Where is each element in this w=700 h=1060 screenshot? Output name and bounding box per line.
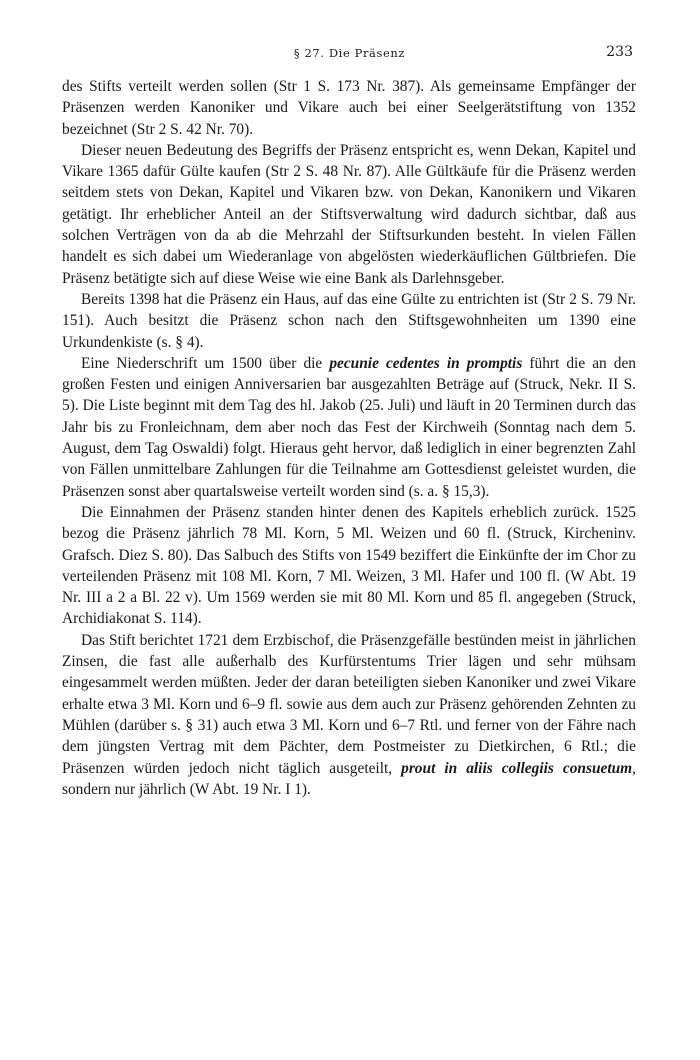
- body-paragraph: [62, 630, 636, 800]
- body-paragraph: [62, 502, 636, 630]
- paragraph-text: Eine Niederschrift um 1500 über die: [81, 354, 330, 372]
- paragraph-text: Bereits 1398 hat die Präsenz ein Haus, auf das eine Gülte zu entrichten ist (Str 2 S. 79 Nr. 151). Auch besitzt die Präsenz schon nach den Stiftsgewohnheiten um 1390 eine Urkundenkiste (s. § 4).: [62, 290, 636, 351]
- body-paragraph: [62, 289, 636, 353]
- running-head: § 27. Die Präsenz: [293, 46, 406, 60]
- paragraph-text: führt die an den großen Festen und einigen Anniversarien bar ausgezahlten Beträge auf (Struck, Nekr. II S. 5). Die Liste beginnt mit dem Tag des hl. Jakob (25. Juli) und läuft in 20 Terminen durch das Jahr bis zu Fronleichnam, dem aber noch das Fest der Kirchweih (Sonntag nach dem 5. August, dem Tag Oswaldi) folgt. Hieraus geht hervor, daß lediglich in einer begrenzten Zahl von Fällen unmittelbare Zahlungen für die Teilnahme am Gottesdienst geleistet wurden, die Präsenzen sonst aber quartalsweise verteilt worden sind (s. a. § 15,3).: [62, 354, 636, 500]
- text-body: [62, 76, 636, 800]
- paragraph-text: des Stifts verteilt werden sollen (Str 1 S. 173 Nr. 387). Als gemeinsame Empfänger der Präsenzen werden Kanoniker und Vikare auch bei einer Seelgerätstiftung von 1352 bezeichnet (Str 2 S. 42 Nr. 70).: [62, 78, 636, 138]
- body-paragraph: [62, 140, 636, 289]
- paragraph-text: Dieser neuen Bedeutung des Begriffs der Präsenz entspricht es, wenn Dekan, Kapitel und Vikare 1365 dafür Gülte kaufen (Str 2 S. 48 Nr. 87). Alle Gültkäufe für die Präsenz werden seitdem stets von Dekan, Kapitel und Vikaren bzw. von Dekan, Kanonikern und Vikaren getätigt. Ihr erheblicher Anteil an der Stiftsverwaltung wird dadurch sichtbar, daß aus solchen Verträgen von da ab die Mehrzahl der Stiftsurkunden besteht. In vielen Fällen handelt es sich dabei um Wiederanlage von abgelösten wiederkäuflichen Gültbriefen. Die Präsenz betätigte sich auf diese Weise wie eine Bank als Darlehnsgeber.: [62, 141, 636, 287]
- paragraph-text: Das Stift berichtet 1721 dem Erzbischof, die Präsenzgefälle bestünden meist in jährlichen Zinsen, die fast alle außerhalb des Kurfürstentums Trier lägen und sehr mühsam eingesammelt werden müßten. Jeder der daran beteiligten sieben Kanoniker und zwei Vikare erhalte etwa 3 Ml. Korn und 6–9 fl. sowie aus dem auch zur Präsenz gehörenden Zehnten zu Mühlen (darüber s. § 31) auch etwa 3 Ml. Korn und 6–7 Rtl. und ferner von der Fähre nach dem jüngsten Vertrag mit dem Pächter, dem Postmeister zu Dietkirchen, 6 Rtl.; die Präsenzen würden jedoch nicht täglich ausgeteilt,: [62, 631, 636, 777]
- page-number: 233: [606, 44, 633, 60]
- page-header: [62, 44, 637, 64]
- latin-quotation: prout in aliis collegiis consuetum: [401, 759, 633, 777]
- paragraph-text: Die Einnahmen der Präsenz standen hinter denen des Kapitels erheblich zurück. 1525 bezog die Präsenz jährlich 78 Ml. Korn, 5 Ml. Weizen und 60 fl. (Struck, Kircheninv. Grafsch. Diez S. 80). Das Salbuch des Stifts von 1549 beziffert die Einkünfte der im Chor zu verteilenden Präsenz mit 108 Ml. Korn, 7 Ml. Weizen, 3 Ml. Hafer und 100 fl. (W Abt. 19 Nr. III a 2 a Bl. 22 v). Um 1569 werden sie mit 80 Ml. Korn und 85 fl. angegeben (Struck, Archidiakonat S. 114).: [62, 503, 636, 628]
- paragraph-text: , sondern nur jährlich (W Abt. 19 Nr. I 1).: [62, 759, 637, 798]
- body-paragraph: [62, 76, 636, 140]
- latin-quotation: pecunie cedentes in promptis: [329, 354, 523, 372]
- body-paragraph: [62, 353, 636, 502]
